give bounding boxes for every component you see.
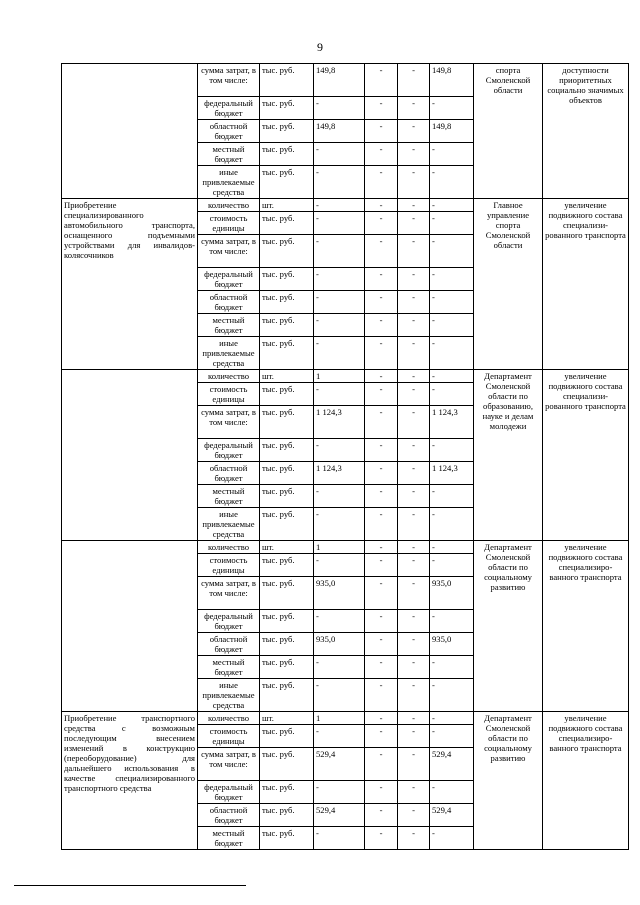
value-year2-cell: - [398,577,430,610]
value-total-cell: 529,4 [314,748,365,781]
value-year2-cell: - [398,383,430,406]
value-year3-cell: - [430,199,474,212]
value-year1-cell: - [365,633,398,656]
footnote-separator-line [14,885,246,886]
value-year1-cell: - [365,268,398,291]
value-total-cell: - [314,725,365,748]
table-row [62,64,629,97]
value-year1-cell: - [365,577,398,610]
value-year2-cell: - [398,656,430,679]
value-year1-cell: - [365,656,398,679]
value-year3-cell: - [430,370,474,383]
value-year3-cell: - [430,781,474,804]
value-total-cell: 149,8 [314,64,365,97]
value-year3-cell: - [430,337,474,370]
value-year2-cell: - [398,610,430,633]
unit-cell: шт. [260,712,314,725]
value-year1-cell: - [365,406,398,439]
value-year2-cell: - [398,291,430,314]
unit-cell: тыс. руб. [260,610,314,633]
value-year3-cell: - [430,143,474,166]
value-year3-cell: - [430,679,474,712]
value-year2-cell: - [398,212,430,235]
value-year3-cell: 935,0 [430,577,474,610]
value-year2-cell: - [398,64,430,97]
value-year3-cell: - [430,291,474,314]
indicator-cell: местный бюджет [198,827,260,850]
value-year3-cell: 529,4 [430,804,474,827]
value-total-cell: - [314,781,365,804]
unit-cell: тыс. руб. [260,64,314,97]
value-total-cell: - [314,235,365,268]
page-number: 9 [317,40,323,54]
value-total-cell: - [314,212,365,235]
value-total-cell: 149,8 [314,120,365,143]
executor-cell: спорта Смоленской области [474,64,543,199]
unit-cell: тыс. руб. [260,406,314,439]
value-year2-cell: - [398,633,430,656]
unit-cell: шт. [260,541,314,554]
value-year1-cell: - [365,781,398,804]
value-year2-cell: - [398,235,430,268]
executor-cell: Департамент Смоленской области по образованию, науке и делам молодежи [474,370,543,541]
value-year3-cell: - [430,656,474,679]
value-year3-cell: 1 124,3 [430,406,474,439]
measure-name-cell [62,370,198,541]
value-year3-cell: - [430,212,474,235]
value-year1-cell: - [365,212,398,235]
value-total-cell: - [314,199,365,212]
value-year3-cell: - [430,725,474,748]
unit-cell: тыс. руб. [260,314,314,337]
indicator-cell: количество [198,370,260,383]
value-year2-cell: - [398,406,430,439]
indicator-cell: федеральный бюджет [198,610,260,633]
value-total-cell: - [314,291,365,314]
value-year1-cell: - [365,679,398,712]
value-year1-cell: - [365,166,398,199]
unit-cell: тыс. руб. [260,508,314,541]
expected-result-cell: увеличение подвижного состава специализиро-ванного транспорта [543,712,629,850]
value-year3-cell: 935,0 [430,633,474,656]
unit-cell: тыс. руб. [260,748,314,781]
unit-cell: тыс. руб. [260,291,314,314]
value-year1-cell: - [365,143,398,166]
value-year1-cell: - [365,712,398,725]
unit-cell: тыс. руб. [260,97,314,120]
value-year2-cell: - [398,712,430,725]
value-year2-cell: - [398,485,430,508]
unit-cell: тыс. руб. [260,577,314,610]
measure-name-cell [62,541,198,712]
measure-name-cell: Приобретение специализированного автомобильного транспорта, оснащенного подъемными устройствами для инвалидов-колясочников [62,199,198,370]
value-total-cell: 935,0 [314,577,365,610]
value-total-cell: - [314,610,365,633]
indicator-cell: местный бюджет [198,485,260,508]
unit-cell: тыс. руб. [260,804,314,827]
indicator-cell: местный бюджет [198,143,260,166]
value-total-cell: 1 [314,370,365,383]
unit-cell: тыс. руб. [260,554,314,577]
value-year3-cell: - [430,712,474,725]
value-total-cell: - [314,656,365,679]
value-year2-cell: - [398,781,430,804]
value-year3-cell: - [430,166,474,199]
value-year1-cell: - [365,439,398,462]
value-year3-cell: - [430,485,474,508]
value-year3-cell: - [430,268,474,291]
unit-cell: тыс. руб. [260,166,314,199]
value-year1-cell: - [365,314,398,337]
value-year2-cell: - [398,804,430,827]
value-year3-cell: 149,8 [430,64,474,97]
value-year2-cell: - [398,462,430,485]
indicator-cell: федеральный бюджет [198,439,260,462]
value-year2-cell: - [398,679,430,712]
value-year1-cell: - [365,748,398,781]
value-year2-cell: - [398,268,430,291]
indicator-cell: сумма затрат, в том числе: [198,235,260,268]
value-year1-cell: - [365,120,398,143]
unit-cell: тыс. руб. [260,383,314,406]
unit-cell: шт. [260,370,314,383]
unit-cell: тыс. руб. [260,781,314,804]
value-year1-cell: - [365,97,398,120]
unit-cell: тыс. руб. [260,485,314,508]
indicator-cell: областной бюджет [198,120,260,143]
indicator-cell: стоимость единицы [198,383,260,406]
value-total-cell: - [314,337,365,370]
indicator-cell: сумма затрат, в том числе: [198,406,260,439]
value-total-cell: 529,4 [314,804,365,827]
value-year2-cell: - [398,370,430,383]
value-year1-cell: - [365,370,398,383]
unit-cell: тыс. руб. [260,462,314,485]
executor-cell: Главное управление спорта Смоленской области [474,199,543,370]
indicator-cell: областной бюджет [198,804,260,827]
measure-name-cell: Приобретение транспортного средства с возможным последующим внесением изменений в конструкцию (переоборудование) для дальнейшего использования в качестве специализированного транспортного средства [62,712,198,850]
table-row [62,541,629,554]
value-year3-cell: - [430,610,474,633]
value-year3-cell: - [430,554,474,577]
value-year3-cell: - [430,827,474,850]
value-year3-cell: 1 124,3 [430,462,474,485]
value-total-cell: - [314,508,365,541]
value-year2-cell: - [398,337,430,370]
value-total-cell: - [314,268,365,291]
indicator-cell: количество [198,541,260,554]
value-year2-cell: - [398,554,430,577]
value-year1-cell: - [365,541,398,554]
indicator-cell: сумма затрат, в том числе: [198,577,260,610]
value-year2-cell: - [398,120,430,143]
value-total-cell: 1 [314,541,365,554]
value-total-cell: - [314,383,365,406]
value-year2-cell: - [398,199,430,212]
indicator-cell: стоимость единицы [198,554,260,577]
value-year2-cell: - [398,143,430,166]
indicator-cell: иные привлекаемые средства [198,508,260,541]
value-year3-cell: - [430,439,474,462]
table-row [62,712,629,725]
value-total-cell: - [314,439,365,462]
unit-cell: тыс. руб. [260,633,314,656]
unit-cell: тыс. руб. [260,679,314,712]
value-year1-cell: - [365,235,398,268]
value-total-cell: 1 [314,712,365,725]
indicator-cell: областной бюджет [198,291,260,314]
value-year1-cell: - [365,804,398,827]
unit-cell: тыс. руб. [260,827,314,850]
value-year2-cell: - [398,827,430,850]
value-year3-cell: - [430,541,474,554]
unit-cell: тыс. руб. [260,235,314,268]
value-year2-cell: - [398,508,430,541]
indicator-cell: стоимость единицы [198,212,260,235]
value-year3-cell: - [430,97,474,120]
value-year1-cell: - [365,291,398,314]
value-year1-cell: - [365,383,398,406]
executor-cell: Департамент Смоленской области по социальному развитию [474,712,543,850]
indicator-cell: сумма затрат, в том числе: [198,748,260,781]
indicator-cell: областной бюджет [198,462,260,485]
value-year3-cell: 149,8 [430,120,474,143]
unit-cell: тыс. руб. [260,439,314,462]
value-year1-cell: - [365,508,398,541]
program-measures-table [61,63,629,850]
unit-cell: шт. [260,199,314,212]
value-total-cell: - [314,314,365,337]
unit-cell: тыс. руб. [260,120,314,143]
indicator-cell: иные привлекаемые средства [198,337,260,370]
value-total-cell: - [314,679,365,712]
value-year2-cell: - [398,748,430,781]
value-year2-cell: - [398,97,430,120]
value-year1-cell: - [365,725,398,748]
unit-cell: тыс. руб. [260,725,314,748]
value-year3-cell: - [430,508,474,541]
value-year1-cell: - [365,827,398,850]
indicator-cell: иные привлекаемые средства [198,679,260,712]
value-year3-cell: - [430,235,474,268]
value-total-cell: - [314,97,365,120]
value-total-cell: - [314,143,365,166]
indicator-cell: федеральный бюджет [198,97,260,120]
value-year3-cell: - [430,383,474,406]
value-year2-cell: - [398,166,430,199]
unit-cell: тыс. руб. [260,212,314,235]
value-year1-cell: - [365,199,398,212]
indicator-cell: иные привлекаемые средства [198,166,260,199]
value-total-cell: 1 124,3 [314,462,365,485]
value-total-cell: 1 124,3 [314,406,365,439]
indicator-cell: областной бюджет [198,633,260,656]
executor-cell: Департамент Смоленской области по социальному развитию [474,541,543,712]
value-year1-cell: - [365,64,398,97]
indicator-cell: количество [198,712,260,725]
indicator-cell: местный бюджет [198,314,260,337]
value-year2-cell: - [398,314,430,337]
expected-result-cell: увеличение подвижного состава специализи-рованного транспорта [543,199,629,370]
indicator-cell: количество [198,199,260,212]
value-year1-cell: - [365,337,398,370]
indicator-cell: сумма затрат, в том числе: [198,64,260,97]
table-row [62,199,629,212]
unit-cell: тыс. руб. [260,337,314,370]
value-year2-cell: - [398,541,430,554]
value-year1-cell: - [365,485,398,508]
value-total-cell: - [314,827,365,850]
indicator-cell: федеральный бюджет [198,268,260,291]
value-year3-cell: 529,4 [430,748,474,781]
indicator-cell: федеральный бюджет [198,781,260,804]
unit-cell: тыс. руб. [260,656,314,679]
value-total-cell: - [314,166,365,199]
expected-result-cell: доступности приоритетных социально значимых объектов [543,64,629,199]
expected-result-cell: увеличение подвижного состава специализиро-ванного транспорта [543,541,629,712]
value-year1-cell: - [365,462,398,485]
value-year1-cell: - [365,610,398,633]
indicator-cell: стоимость единицы [198,725,260,748]
expected-result-cell: увеличение подвижного состава специализи-рованного транспорта [543,370,629,541]
value-year3-cell: - [430,314,474,337]
value-year1-cell: - [365,554,398,577]
indicator-cell: местный бюджет [198,656,260,679]
table-row [62,370,629,383]
value-year2-cell: - [398,725,430,748]
unit-cell: тыс. руб. [260,143,314,166]
value-year2-cell: - [398,439,430,462]
unit-cell: тыс. руб. [260,268,314,291]
value-total-cell: 935,0 [314,633,365,656]
value-total-cell: - [314,554,365,577]
value-total-cell: - [314,485,365,508]
measure-name-cell [62,64,198,199]
